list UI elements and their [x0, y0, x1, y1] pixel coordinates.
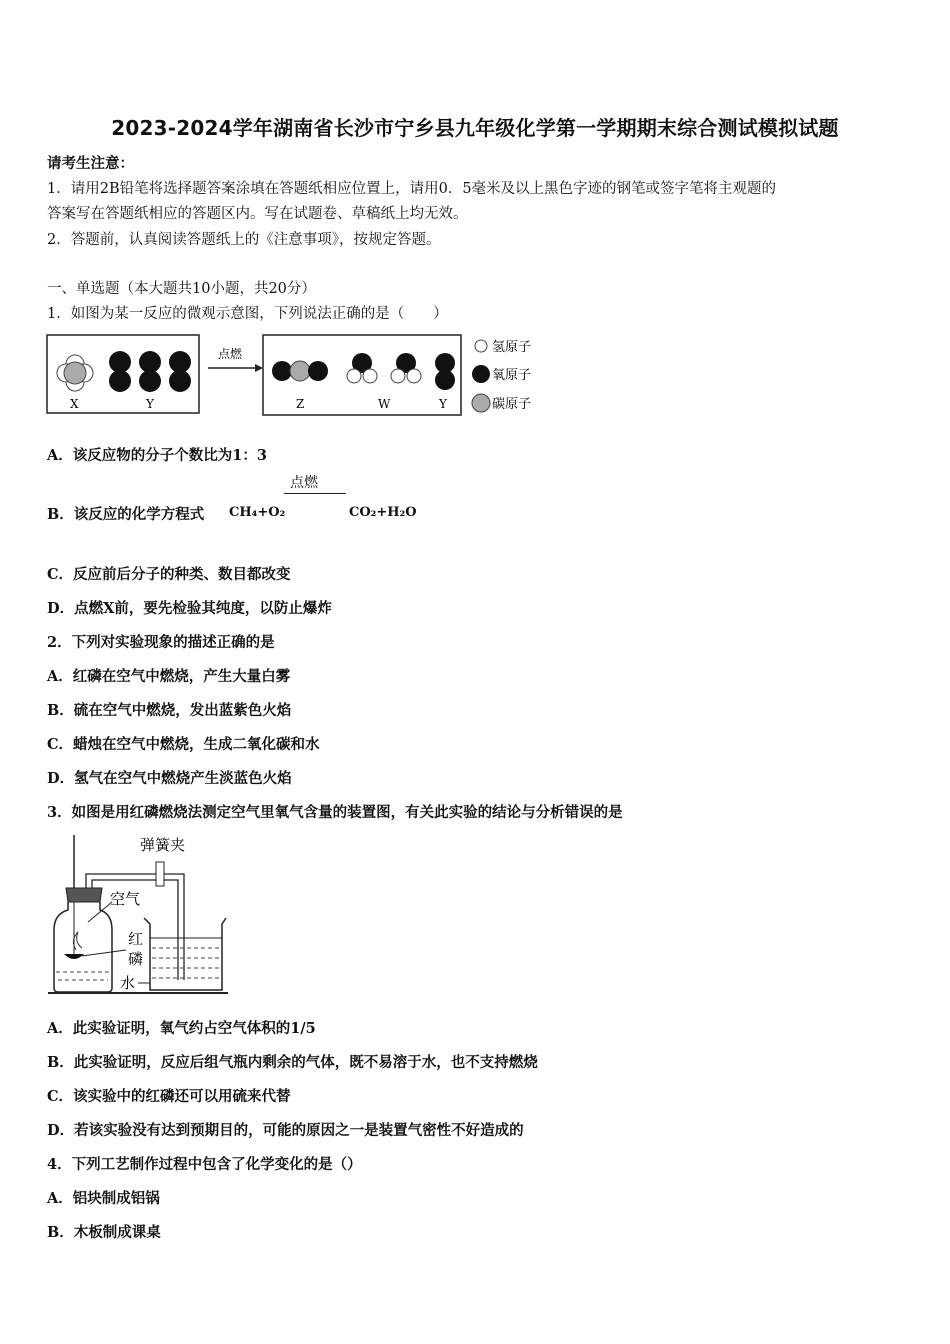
water-label: 水	[120, 974, 136, 992]
flame	[73, 932, 82, 950]
q1-stem: 1．如图为某一反应的微观示意图，下列说法正确的是（ ）	[47, 306, 448, 322]
carbon-atom-icon	[472, 394, 490, 412]
methane-molecule	[57, 355, 93, 391]
legend-hydrogen: 氢原子	[492, 340, 532, 355]
gas-bottle	[54, 902, 112, 992]
label-z: Z	[296, 397, 305, 411]
notice-heading: 请考生注意：	[47, 155, 134, 172]
q1-reaction-diagram	[45, 330, 545, 420]
q2-option-a: A．红磷在空气中燃烧，产生大量白雾	[47, 668, 291, 685]
q2-option-d: D．氢气在空气中燃烧产生淡蓝色火焰	[47, 770, 292, 787]
q1-equation-bar	[284, 493, 346, 494]
label-y2: Y	[439, 397, 447, 411]
section-heading: 一、单选题（本大题共10小题，共20分）	[47, 281, 316, 297]
q2-option-c: C．蜡烛在空气中燃烧，生成二氧化碳和水	[47, 736, 320, 753]
q4-stem: 4．下列工艺制作过程中包含了化学变化的是（）	[47, 1156, 362, 1173]
phosphorus-label-2: 磷	[128, 950, 144, 968]
q3-option-c: C．该实验中的红磷还可以用硫来代替	[47, 1088, 291, 1105]
legend-oxygen: 氧原子	[492, 368, 532, 383]
q3-stem: 3．如图是用红磷燃烧法测定空气里氧气含量的装置图，有关此实验的结论与分析错误的是	[47, 804, 623, 821]
q4-option-a: A．铝块制成铝锅	[47, 1190, 160, 1207]
q1-option-b-condition: 点燃	[290, 475, 318, 491]
q3-option-b: B．此实验证明，反应后组气瓶内剩余的气体，既不易溶于水，也不支持燃烧	[47, 1054, 538, 1071]
notice-line-1b: 答案写在答题纸相应的答题区内。写在试题卷、草稿纸上均无效。	[47, 206, 468, 222]
arrow-label: 点燃	[218, 347, 243, 361]
q2-option-b: B．硫在空气中燃烧，发出蓝紫色火焰	[47, 702, 292, 719]
legend-carbon: 碳原子	[492, 397, 532, 412]
q1-option-c: C．反应前后分子的种类、数目都改变	[47, 566, 291, 583]
combustion-spoon	[64, 954, 84, 959]
notice-line-2: 2．答题前，认真阅读答题纸上的《注意事项》，按规定答题。	[47, 232, 441, 248]
q1-option-b-reactants: CH₄+O₂	[229, 505, 286, 520]
stopper	[66, 888, 102, 902]
oxygen-molecules	[109, 351, 191, 392]
label-y1: Y	[146, 397, 154, 411]
notice-line-1: 1．请用2B铅笔将选择题答案涂填在答题纸相应位置上，请用0．5毫米及以上黑色字迹的钢笔或签字笔将主观题的	[47, 181, 777, 197]
page-title: 2023-2024学年湖南省长沙市宁乡县九年级化学第一学期期末综合测试模拟试题	[111, 116, 839, 140]
q1-option-b-prefix: B．该反应的化学方程式	[47, 506, 205, 523]
spring-clamp	[156, 862, 164, 886]
hydrogen-atom-icon	[475, 340, 487, 352]
label-x: X	[70, 397, 79, 411]
air-label: 空气	[110, 890, 141, 908]
water-molecules	[347, 353, 421, 383]
q1-option-a: A．该反应物的分子个数比为1：3	[47, 447, 267, 464]
q2-stem: 2．下列对实验现象的描述正确的是	[47, 634, 275, 651]
q3-option-a: A．此实验证明，氧气约占空气体积的1/5	[47, 1020, 316, 1037]
arrow-head	[255, 364, 263, 372]
q3-option-d: D．若该实验没有达到预期目的，可能的原因之一是装置气密性不好造成的	[47, 1122, 524, 1139]
q1-option-b-products: CO₂+H₂O	[349, 505, 417, 520]
clamp-label: 弹簧夹	[140, 836, 186, 854]
q3-apparatus-diagram	[46, 830, 236, 1000]
q4-option-b: B．木板制成课桌	[47, 1224, 161, 1241]
label-w: W	[378, 397, 391, 411]
co2-molecule	[272, 361, 328, 381]
beaker	[144, 918, 226, 990]
q1-option-d: D．点燃X前，要先检验其纯度，以防止爆炸	[47, 600, 332, 617]
oxygen-atom-icon	[472, 365, 490, 383]
phosphorus-label-1: 红	[128, 930, 144, 948]
